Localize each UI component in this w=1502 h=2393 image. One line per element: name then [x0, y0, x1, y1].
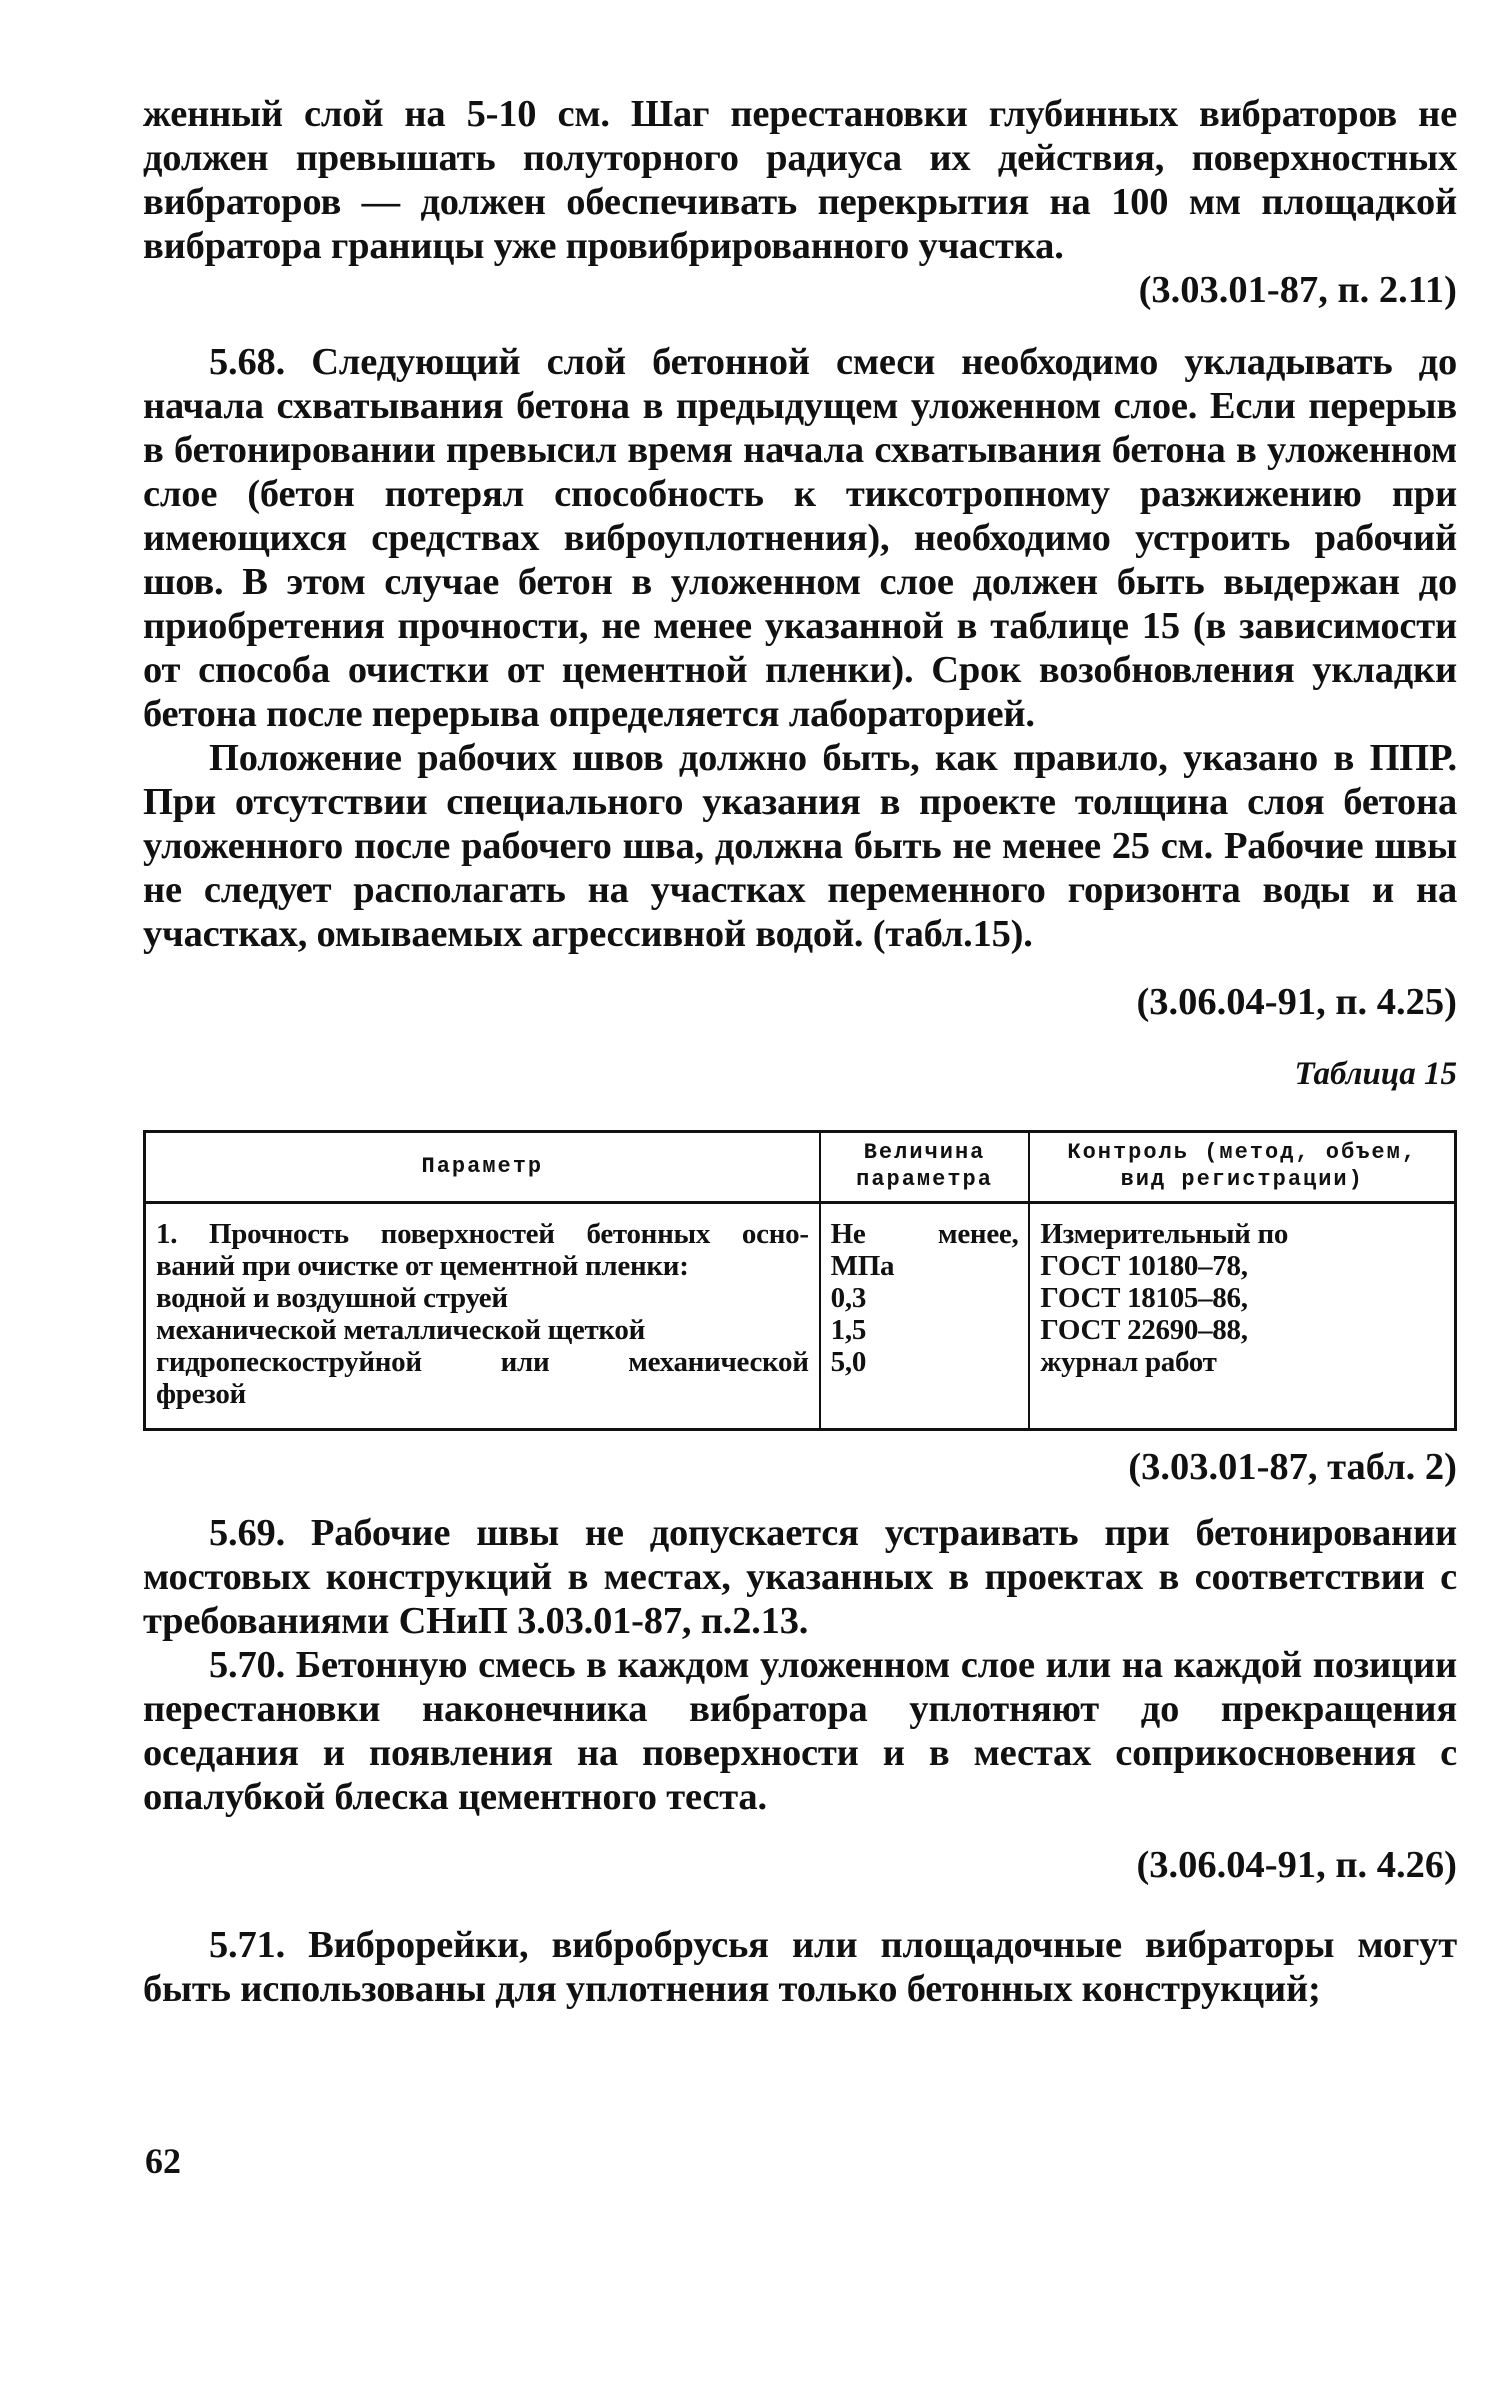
paragraph-5-69: 5.69. Рабочие швы не допускается устраивать при бетонировании мостовых конструкций в местах, указанных в проектах в соответствии с требованиями СНиП 3.03.01-87, п.2.13. — [143, 1512, 1457, 1642]
header-value: Величина параметра — [820, 1132, 1030, 1203]
control-line-1: Измерительный по — [1040, 1218, 1289, 1250]
param-item-water-air: водной и воздушной струей — [156, 1282, 508, 1314]
paragraph-5-68-working-joints: Положение рабочих швов должно быть, как правило, указано в ППР. При отсутствии специального указания в проекте толщина слоя бетона уложенного после рабочего шва, должна быть не менее 25 см. Рабочие швы не следует располагать на участках переменного горизонта воды и на участках, омываемых агрессивной водой. (табл.15). — [143, 737, 1457, 955]
value-water-air: 0,3 — [830, 1282, 867, 1314]
control-gost-22690: ГОСТ 22690–88, — [1040, 1314, 1248, 1346]
param-title-line-1: 1. Прочность поверхностей бетонных осно- — [156, 1218, 809, 1250]
reference-3-06-04-91-p-4-26: (3.06.04-91, п. 4.26) — [1136, 1844, 1457, 1886]
page-content — [143, 92, 1457, 2011]
control-gost-10180: ГОСТ 10180–78, — [1040, 1250, 1248, 1282]
param-item-sandblast-cont: фрезой — [156, 1378, 246, 1410]
table-caption: Таблица 15 — [1294, 1056, 1457, 1092]
value-head: Не менее, — [830, 1218, 1019, 1250]
paragraph-5-71: 5.71. Виброрейки, вибробрусья или площадочные вибраторы могут быть использованы для уплотнения только бетонных конструкций; — [143, 1924, 1457, 2010]
param-title-line-2: ваний при очистке от цементной пленки: — [156, 1250, 689, 1282]
control-gost-18105: ГОСТ 18105–86, — [1040, 1282, 1248, 1314]
param-item-sandblast: гидропескоструйной или механической — [156, 1346, 809, 1378]
param-item-metal-brush: механической металлической щеткой — [156, 1314, 646, 1346]
table-header-row — [145, 1132, 1456, 1203]
table-15 — [143, 1130, 1457, 1431]
value-metal-brush: 1,5 — [830, 1314, 867, 1346]
paragraph-5-68: 5.68. Следующий слой бетонной смеси необходимо укладывать до начала схватывания бетона в предыдущем уложенном слое. Если перерыв в бетонировании превысил время начала схватывания бетона в уложенном слое (бетон потерял способность к тиксотропному разжижению при имеющихся средствах виброуплотнения), необходимо устроить рабочий шов. В этом случае бетон в уложенном слое должен быть выдержан до приобретения прочности, не менее указанной в таблице 15 (в зависимости от способа очистки от цементной пленки). Срок возобновления укладки бетона после перерыва определяется лабораторией. — [143, 341, 1457, 735]
reference-3-03-01-87-p-2-11: (3.03.01-87, п. 2.11) — [1138, 269, 1457, 311]
page-number: 62 — [145, 2141, 181, 2181]
reference-3-03-01-87-tabl-2: (3.03.01-87, табл. 2) — [1128, 1446, 1457, 1488]
header-control: Контроль (метод, объем, вид регистрации) — [1029, 1132, 1455, 1203]
reference-3-06-04-91-p-4-25: (3.06.04-91, п. 4.25) — [1136, 981, 1457, 1023]
paragraph-intro: женный слой на 5-10 см. Шаг перестановки глубинных вибраторов не должен превышать полуторного радиуса их действия, поверхностных вибраторов — должен обеспечивать перекрытия на 100 мм площадкой вибратора границы уже провибрированного участка. — [143, 93, 1457, 267]
paragraph-5-70: 5.70. Бетонную смесь в каждом уложенном слое или на каждой позиции перестановки наконечника вибратора уплотняют до прекращения оседания и появления на поверхности и в местах соприкосновения с опалубкой блеска цементного теста. — [143, 1644, 1457, 1818]
value-unit: МПа — [830, 1250, 895, 1282]
header-parameter: Параметр — [145, 1132, 820, 1203]
control-journal: журнал работ — [1040, 1346, 1217, 1378]
value-sandblast: 5,0 — [830, 1346, 867, 1378]
cell-control — [1029, 1203, 1455, 1430]
cell-parameter — [145, 1203, 820, 1430]
cell-value — [820, 1203, 1030, 1430]
table-row — [145, 1203, 1456, 1430]
